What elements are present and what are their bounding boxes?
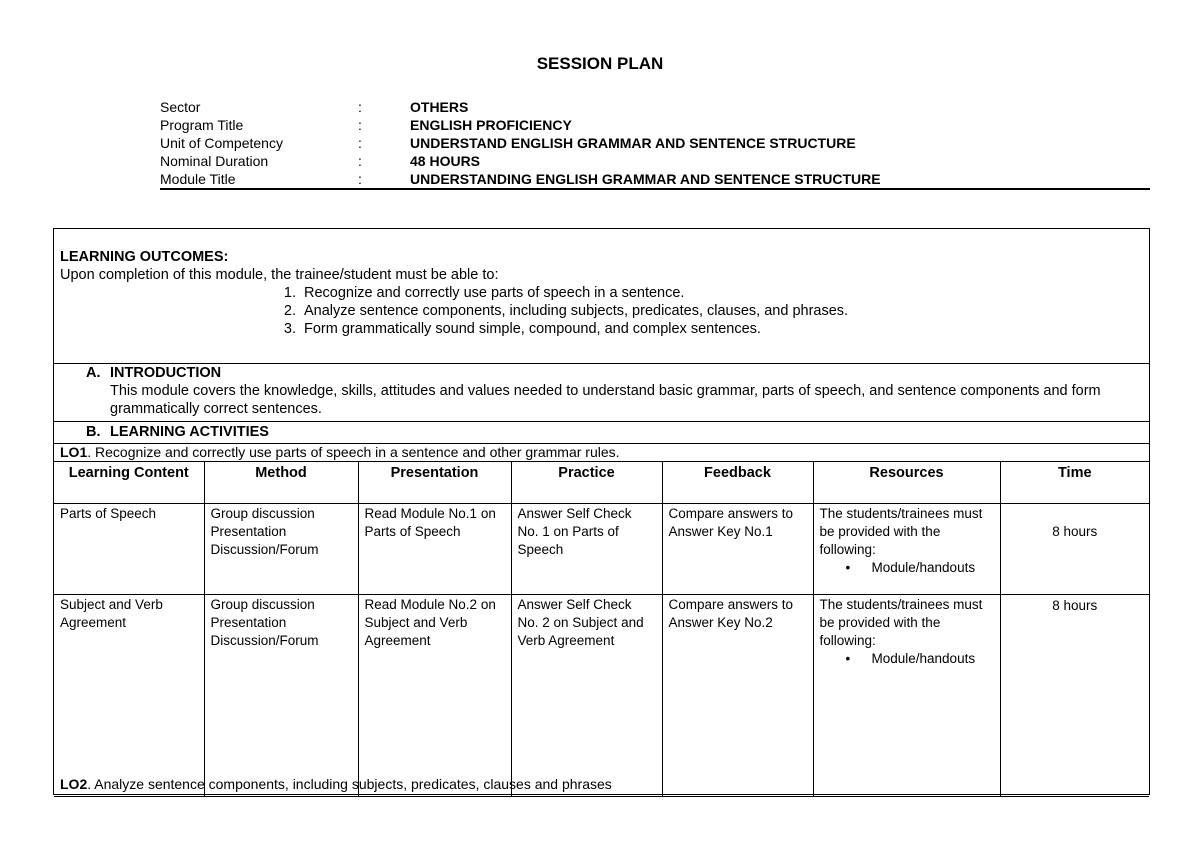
learning-outcome-item — [60, 302, 1149, 320]
resources-text: The students/trainees must be provided with the following: — [819, 506, 983, 557]
resources-text: The students/trainees must be provided with the following: — [819, 597, 983, 648]
resources-bullet: • Module/handouts — [820, 650, 994, 668]
section-letter: A. — [86, 365, 101, 381]
column-header: Learning Content — [54, 462, 204, 504]
column-header: Feedback — [662, 462, 813, 504]
table-row — [54, 595, 1149, 797]
table-row — [54, 504, 1149, 595]
session-plan-box — [53, 228, 1150, 795]
column-header: Resources — [813, 462, 1000, 504]
section-heading — [54, 422, 1149, 442]
outcome-number: 3. — [283, 321, 296, 337]
cell-method — [204, 504, 358, 595]
header-value: UNDERSTANDING ENGLISH GRAMMAR AND SENTENCE STRUCTURE — [410, 171, 881, 187]
outcome-text: Recognize and correctly use parts of speech in a sentence. — [304, 285, 685, 301]
outcome-number: 2. — [283, 303, 296, 319]
header-value: OTHERS — [410, 99, 469, 115]
method-line: Presentation — [210, 615, 287, 630]
header-label: Nominal Duration — [160, 153, 269, 169]
cell-learning-content: Parts of Speech — [54, 504, 204, 595]
outcome-text: Analyze sentence components, including subjects, predicates, clauses, and phrases. — [304, 303, 849, 319]
column-header: Presentation — [358, 462, 511, 504]
learning-outcomes-intro: Upon completion of this module, the trainee/student must be able to: — [60, 267, 499, 283]
column-header: Method — [204, 462, 358, 504]
header-label: Unit of Competency — [160, 135, 283, 151]
header-value: ENGLISH PROFICIENCY — [410, 117, 572, 133]
learning-outcomes-list — [60, 284, 1149, 338]
outcome-number: 1. — [283, 285, 296, 301]
introduction-heading — [54, 364, 1149, 382]
lo2-code: LO2 — [60, 776, 88, 792]
header-row-nominal-duration — [160, 152, 1150, 170]
cell-resources — [813, 504, 1000, 595]
method-line: Discussion/Forum — [210, 633, 319, 648]
column-header: Practice — [511, 462, 662, 504]
introduction-text: This module covers the knowledge, skills, attitudes and values needed to understand basic grammar, parts of speech, and sentence components and form grammatically correct sentences. — [110, 383, 1101, 417]
column-header: Time — [1000, 462, 1149, 504]
header-colon: : — [358, 153, 362, 169]
section-letter: B. — [86, 424, 101, 440]
lo1-code: LO1 — [60, 444, 88, 460]
header-colon: : — [358, 117, 362, 133]
header-value: 48 HOURS — [410, 153, 481, 169]
method-line: Discussion/Forum — [210, 542, 319, 557]
header-colon: : — [358, 135, 362, 151]
cell-time: 8 hours — [1000, 504, 1149, 595]
header-colon: : — [358, 99, 362, 115]
header-label: Program Title — [160, 117, 244, 133]
header-label: Sector — [160, 99, 201, 115]
learning-outcomes-section — [54, 229, 1149, 364]
learning-outcome-item — [60, 320, 1149, 338]
learning-outcomes-heading: LEARNING OUTCOMES: — [60, 249, 229, 265]
cell-practice: Answer Self Check No. 1 on Parts of Speech — [511, 504, 662, 595]
cell-feedback: Compare answers to Answer Key No.2 — [662, 595, 813, 797]
method-line: Group discussion — [210, 597, 315, 612]
outcome-text: Form grammatically sound simple, compound, and complex sentences. — [304, 321, 761, 337]
cell-presentation: Read Module No.2 on Subject and Verb Agreement — [358, 595, 511, 797]
lo1-text: . Recognize and correctly use parts of speech in a sentence and other grammar rules. — [87, 444, 620, 460]
section-title: INTRODUCTION — [110, 365, 222, 381]
table-header-row — [54, 462, 1149, 504]
method-line: Group discussion — [210, 506, 315, 521]
header-info — [160, 98, 1150, 188]
learning-outcome-item — [60, 284, 1149, 302]
resources-bullet: • Module/handouts — [820, 559, 994, 577]
cell-resources — [813, 595, 1000, 797]
header-value: UNDERSTAND ENGLISH GRAMMAR AND SENTENCE STRUCTURE — [410, 135, 856, 151]
lo2-text: . Analyze sentence components, including subjects, predicates, clauses and phrases — [87, 776, 612, 792]
header-row-sector — [160, 98, 1150, 116]
cell-presentation: Read Module No.1 on Parts of Speech — [358, 504, 511, 595]
lo2-row — [54, 776, 1149, 794]
cell-method — [204, 595, 358, 797]
method-line: Presentation — [210, 524, 287, 539]
cell-feedback: Compare answers to Answer Key No.1 — [662, 504, 813, 595]
header-colon: : — [358, 171, 362, 187]
header-row-unit-of-competency — [160, 134, 1150, 152]
page-title: SESSION PLAN — [536, 54, 664, 73]
header-label: Module Title — [160, 171, 236, 187]
lo1-row — [54, 444, 1149, 462]
introduction-section — [54, 364, 1149, 422]
cell-practice: Answer Self Check No. 2 on Subject and Verb Agreement — [511, 595, 662, 797]
learning-activities-heading — [54, 422, 1149, 444]
cell-learning-content: Subject and Verb Agreement — [54, 595, 204, 797]
header-divider — [160, 188, 1150, 190]
section-title: LEARNING ACTIVITIES — [110, 424, 269, 440]
header-row-module-title — [160, 170, 1150, 188]
activities-table — [54, 462, 1149, 797]
cell-time: 8 hours — [1000, 595, 1149, 797]
header-row-program-title — [160, 116, 1150, 134]
